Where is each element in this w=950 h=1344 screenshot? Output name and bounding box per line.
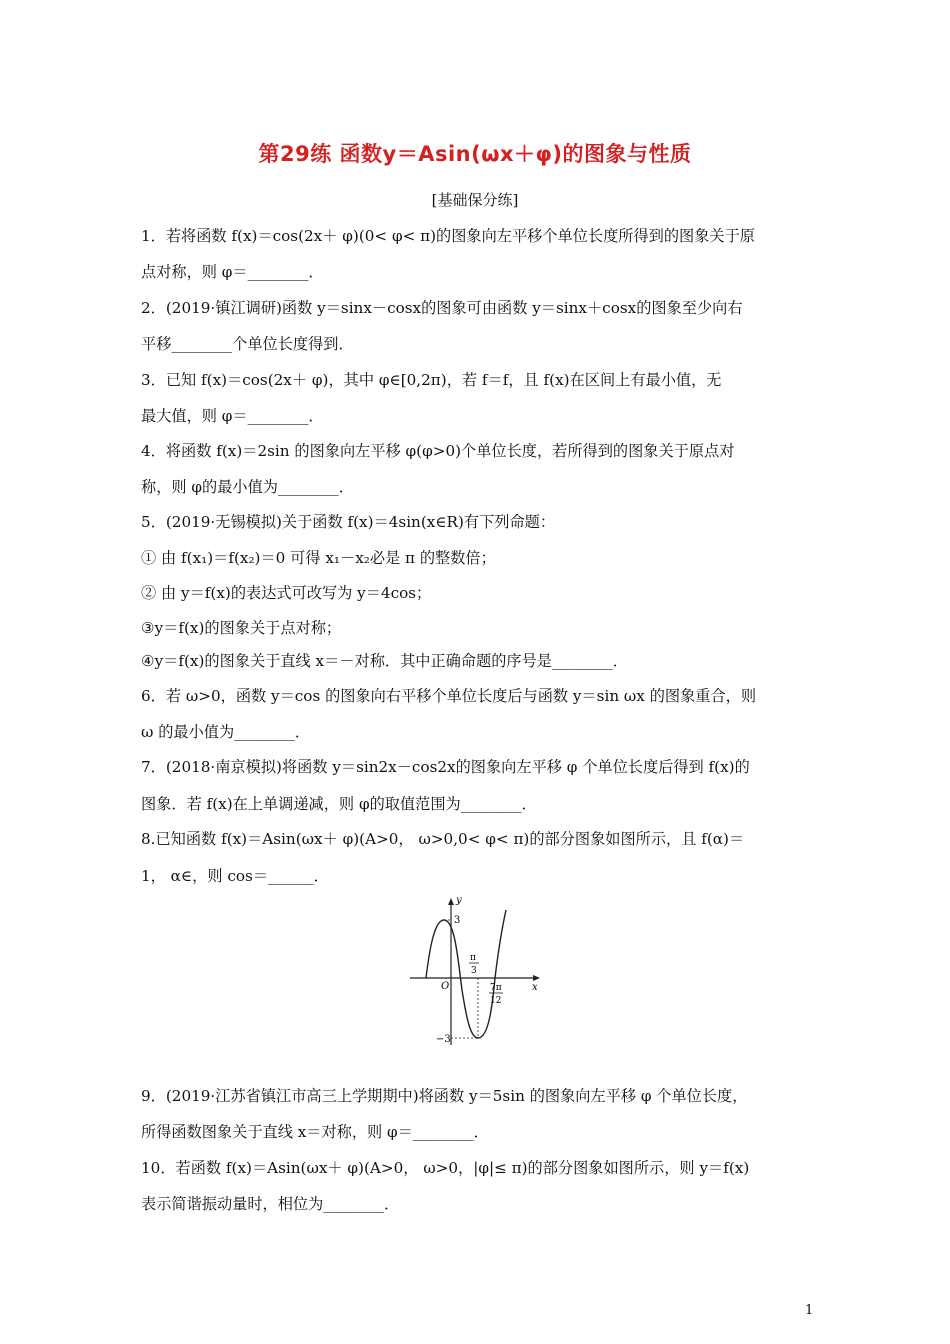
problem-line: 1．若将函数 f(x)＝cos(2x＋ φ)(0< φ< π)的图象向左平移个单位长度所得到的图象关于原 (141, 227, 755, 245)
section-heading: [基础保分练] (431, 191, 519, 209)
problem-line: 8.已知函数 f(x)＝Asin(ωx＋ φ)(A>0， ω>0,0< φ< π)的部分图象如图所示，且 f(α)＝ (141, 830, 745, 848)
origin-label: O (441, 981, 450, 992)
sine-graph-figure (400, 890, 550, 1050)
problem-line: 6．若 ω>0，函数 y＝cos 的图象向右平移个单位长度后与函数 y＝sin ωx 的图象重合，则 (141, 687, 757, 705)
problem-line: 10．若函数 f(x)＝Asin(ωx＋ φ)(A>0， ω>0，|φ|≤ π)的部分图象如图所示，则 y＝f(x) (141, 1159, 750, 1177)
page-title: 第29练 函数y＝Asin(ωx＋φ)的图象与性质 (258, 142, 692, 166)
y-max-label: 3 (454, 915, 461, 926)
page-number: 1 (805, 1303, 814, 1318)
problem-line: 图象．若 f(x)在上单调递减，则 φ的取值范围为________． (141, 795, 537, 813)
problem-line: 2．(2019·镇江调研)函数 y＝sinx－cosx的图象可由函数 y＝sinx＋cosx的图象至少向右 (141, 299, 743, 317)
problem-line: 7．(2018·南京模拟)将函数 y＝sin2x－cos2x的图象向左平移 φ 个单位长度后得到 f(x)的 (141, 758, 750, 776)
tick-7pi-over-12-denominator: 12 (490, 996, 502, 1006)
problem-line: ① 由 f(x₁)＝f(x₂)＝0 可得 x₁－x₂必是 π 的整数倍； (141, 549, 496, 567)
problem-line: ③y＝f(x)的图象关于点对称； (141, 619, 342, 637)
problem-line: ② 由 y＝f(x)的表达式可改写为 y＝4cos； (141, 584, 432, 602)
problem-line: 3．已知 f(x)＝cos(2x＋ φ)，其中 φ∈[0,2π)，若 f＝f，且 f(x)在区间上有最小值，无 (141, 371, 722, 389)
tick-pi-over-3-denominator: 3 (471, 966, 477, 976)
x-axis-label: x (532, 982, 538, 993)
tick-7pi-over-12-numerator: 7π (490, 983, 502, 993)
problem-line: 所得函数图象关于直线 x＝对称，则 φ＝________． (141, 1123, 489, 1141)
problem-line: 点对称，则 φ＝________． (141, 263, 324, 281)
problem-line: 5．(2019·无锡模拟)关于函数 f(x)＝4sin(x∈R)有下列命题： (141, 513, 556, 531)
problem-line: 9．(2019·江苏省镇江市高三上学期期中)将函数 y＝5sin 的图象向左平移 φ 个单位长度， (141, 1087, 748, 1105)
problem-line: 1， α∈，则 cos＝______． (141, 867, 329, 885)
problem-line: 称，则 φ的最小值为________． (141, 478, 354, 496)
problem-line: 平移________个单位长度得到． (141, 335, 354, 353)
problem-line: 表示简谐振动量时，相位为________． (141, 1195, 400, 1213)
x-axis-arrow (533, 975, 540, 981)
sine-curve (426, 910, 506, 1038)
problem-line: ω 的最小值为________． (141, 723, 311, 741)
y-axis-arrow (448, 898, 454, 905)
problem-line: 4．将函数 f(x)＝2sin 的图象向左平移 φ(φ>0)个单位长度，若所得到的图象关于原点对 (141, 442, 735, 460)
y-min-label: −3 (436, 1034, 451, 1045)
problem-line: ④y＝f(x)的图象关于直线 x＝－对称．其中正确命题的序号是________． (141, 652, 628, 670)
tick-pi-over-3-numerator: π (470, 953, 476, 963)
problem-line: 最大值，则 φ＝________． (141, 407, 324, 425)
y-axis-label: y (456, 895, 462, 906)
